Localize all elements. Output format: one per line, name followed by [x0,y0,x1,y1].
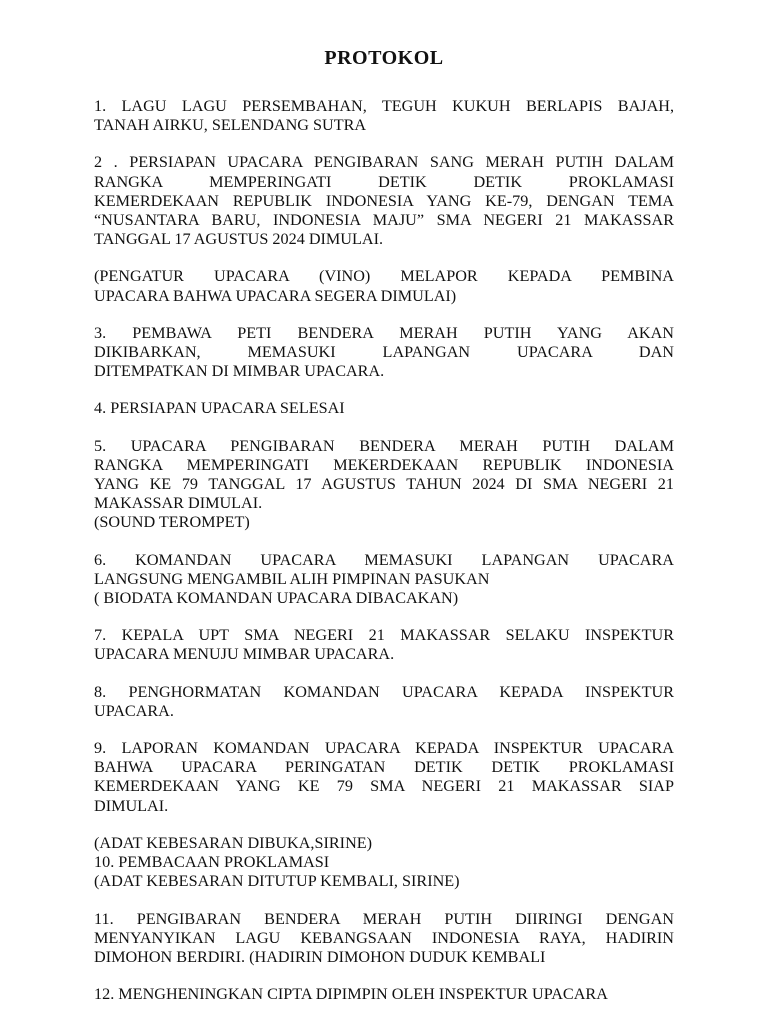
text-line: 5. UPACARA PENGIBARAN BENDERA MERAH PUTIH DALAM [94,436,674,455]
text-line: 2 . PERSIAPAN UPACARA PENGIBARAN SANG MERAH PUTIH DALAM [94,153,674,172]
text-line: UPACARA MENUJU MIMBAR UPACARA. [94,645,395,664]
text-line: 11. PENGIBARAN BENDERA MERAH PUTIH DIIRINGI DENGAN [94,909,674,928]
text-line: DIMOHON BERDIRI. (HADIRIN DIMOHON DUDUK KEMBALI [94,947,546,966]
document-body [94,97,674,1022]
paragraph-item-7 [94,626,674,664]
text-line: MAKASSAR DIMULAI. [94,494,263,513]
text-line: RANGKA MEMPERINGATI DETIK DETIK PROKLAMASI [94,172,674,191]
text-line: “NUSANTARA BARU, INDONESIA MAJU” SMA NEGERI 21 MAKASSAR [94,211,674,230]
paragraph-item-9 [94,739,674,816]
paragraph-item-11 [94,910,674,968]
text-line: 7. KEPALA UPT SMA NEGERI 21 MAKASSAR SELAKU INSPEKTUR [94,626,674,645]
text-line: RANGKA MEMPERINGATI MEKERDEKAAN REPUBLIK INDONESIA [94,455,674,474]
text-line: DIMULAI. [94,796,169,815]
text-line: KEMERDEKAAN REPUBLIK INDONESIA YANG KE-79, DENGAN TEMA [94,191,674,210]
text-line: 3. PEMBAWA PETI BENDERA MERAH PUTIH YANG AKAN [94,323,674,342]
paragraph-item-8 [94,683,674,721]
text-line: (ADAT KEBESARAN DITUTUP KEMBALI, SIRINE) [94,872,460,891]
paragraph-item-2 [94,153,674,249]
paragraph-item-6 [94,551,674,609]
text-line: 9. LAPORAN KOMANDAN UPACARA KEPADA INSPEKTUR UPACARA [94,739,674,758]
text-line: BAHWA UPACARA PERINGATAN DETIK DETIK PROKLAMASI [94,758,674,777]
paragraph-item-12 [94,985,674,1004]
paragraph-item-3 [94,324,674,382]
text-line: UPACARA. [94,701,174,720]
text-line: MENYANYIKAN LAGU KEBANGSAAN INDONESIA RAYA, HADIRIN [94,928,674,947]
text-line: TANGGAL 17 AGUSTUS 2024 DIMULAI. [94,230,384,249]
paragraph-item-5 [94,437,674,533]
paragraph-note-pengatur [94,267,674,305]
paragraph-item-4 [94,399,674,418]
text-line: UPACARA BAHWA UPACARA SEGERA DIMULAI) [94,286,457,305]
text-line: DIKIBARKAN, MEMASUKI LAPANGAN UPACARA DAN [94,343,674,362]
text-line: 1. LAGU LAGU PERSEMBAHAN, TEGUH KUKUH BERLAPIS BAJAH, [94,97,674,115]
text-line: 6. KOMANDAN UPACARA MEMASUKI LAPANGAN UPACARA [94,550,674,569]
text-line: KEMERDEKAAN YANG KE 79 SMA NEGERI 21 MAKASSAR SIAP [94,777,674,796]
text-line: YANG KE 79 TANGGAL 17 AGUSTUS TAHUN 2024 DI SMA NEGERI 21 [94,475,674,494]
text-line: 4. PERSIAPAN UPACARA SELESAI [94,399,345,418]
paragraph-item-1 [94,97,674,135]
text-line: (PENGATUR UPACARA (VINO) MELAPOR KEPADA PEMBINA [94,267,674,286]
text-line: LANGSUNG MENGAMBIL ALIH PIMPINAN PASUKAN [94,569,490,588]
text-line: (SOUND TEROMPET) [94,513,250,532]
text-line: TANAH AIRKU, SELENDANG SUTRA [94,116,367,135]
text-line: ( BIODATA KOMANDAN UPACARA DIBACAKAN) [94,589,459,608]
paragraph-item-10 [94,834,674,892]
text-line: 8. PENGHORMATAN KOMANDAN UPACARA KEPADA INSPEKTUR [94,682,674,701]
document-title: PROTOKOL [324,47,444,69]
text-line: (ADAT KEBESARAN DIBUKA,SIRINE) [94,833,373,852]
text-line: 10. PEMBACAAN PROKLAMASI [94,853,330,872]
text-line: DITEMPATKAN DI MIMBAR UPACARA. [94,362,385,381]
text-line: 12. MENGHENINGKAN CIPTA DIPIMPIN OLEH INSPEKTUR UPACARA [94,985,608,1004]
